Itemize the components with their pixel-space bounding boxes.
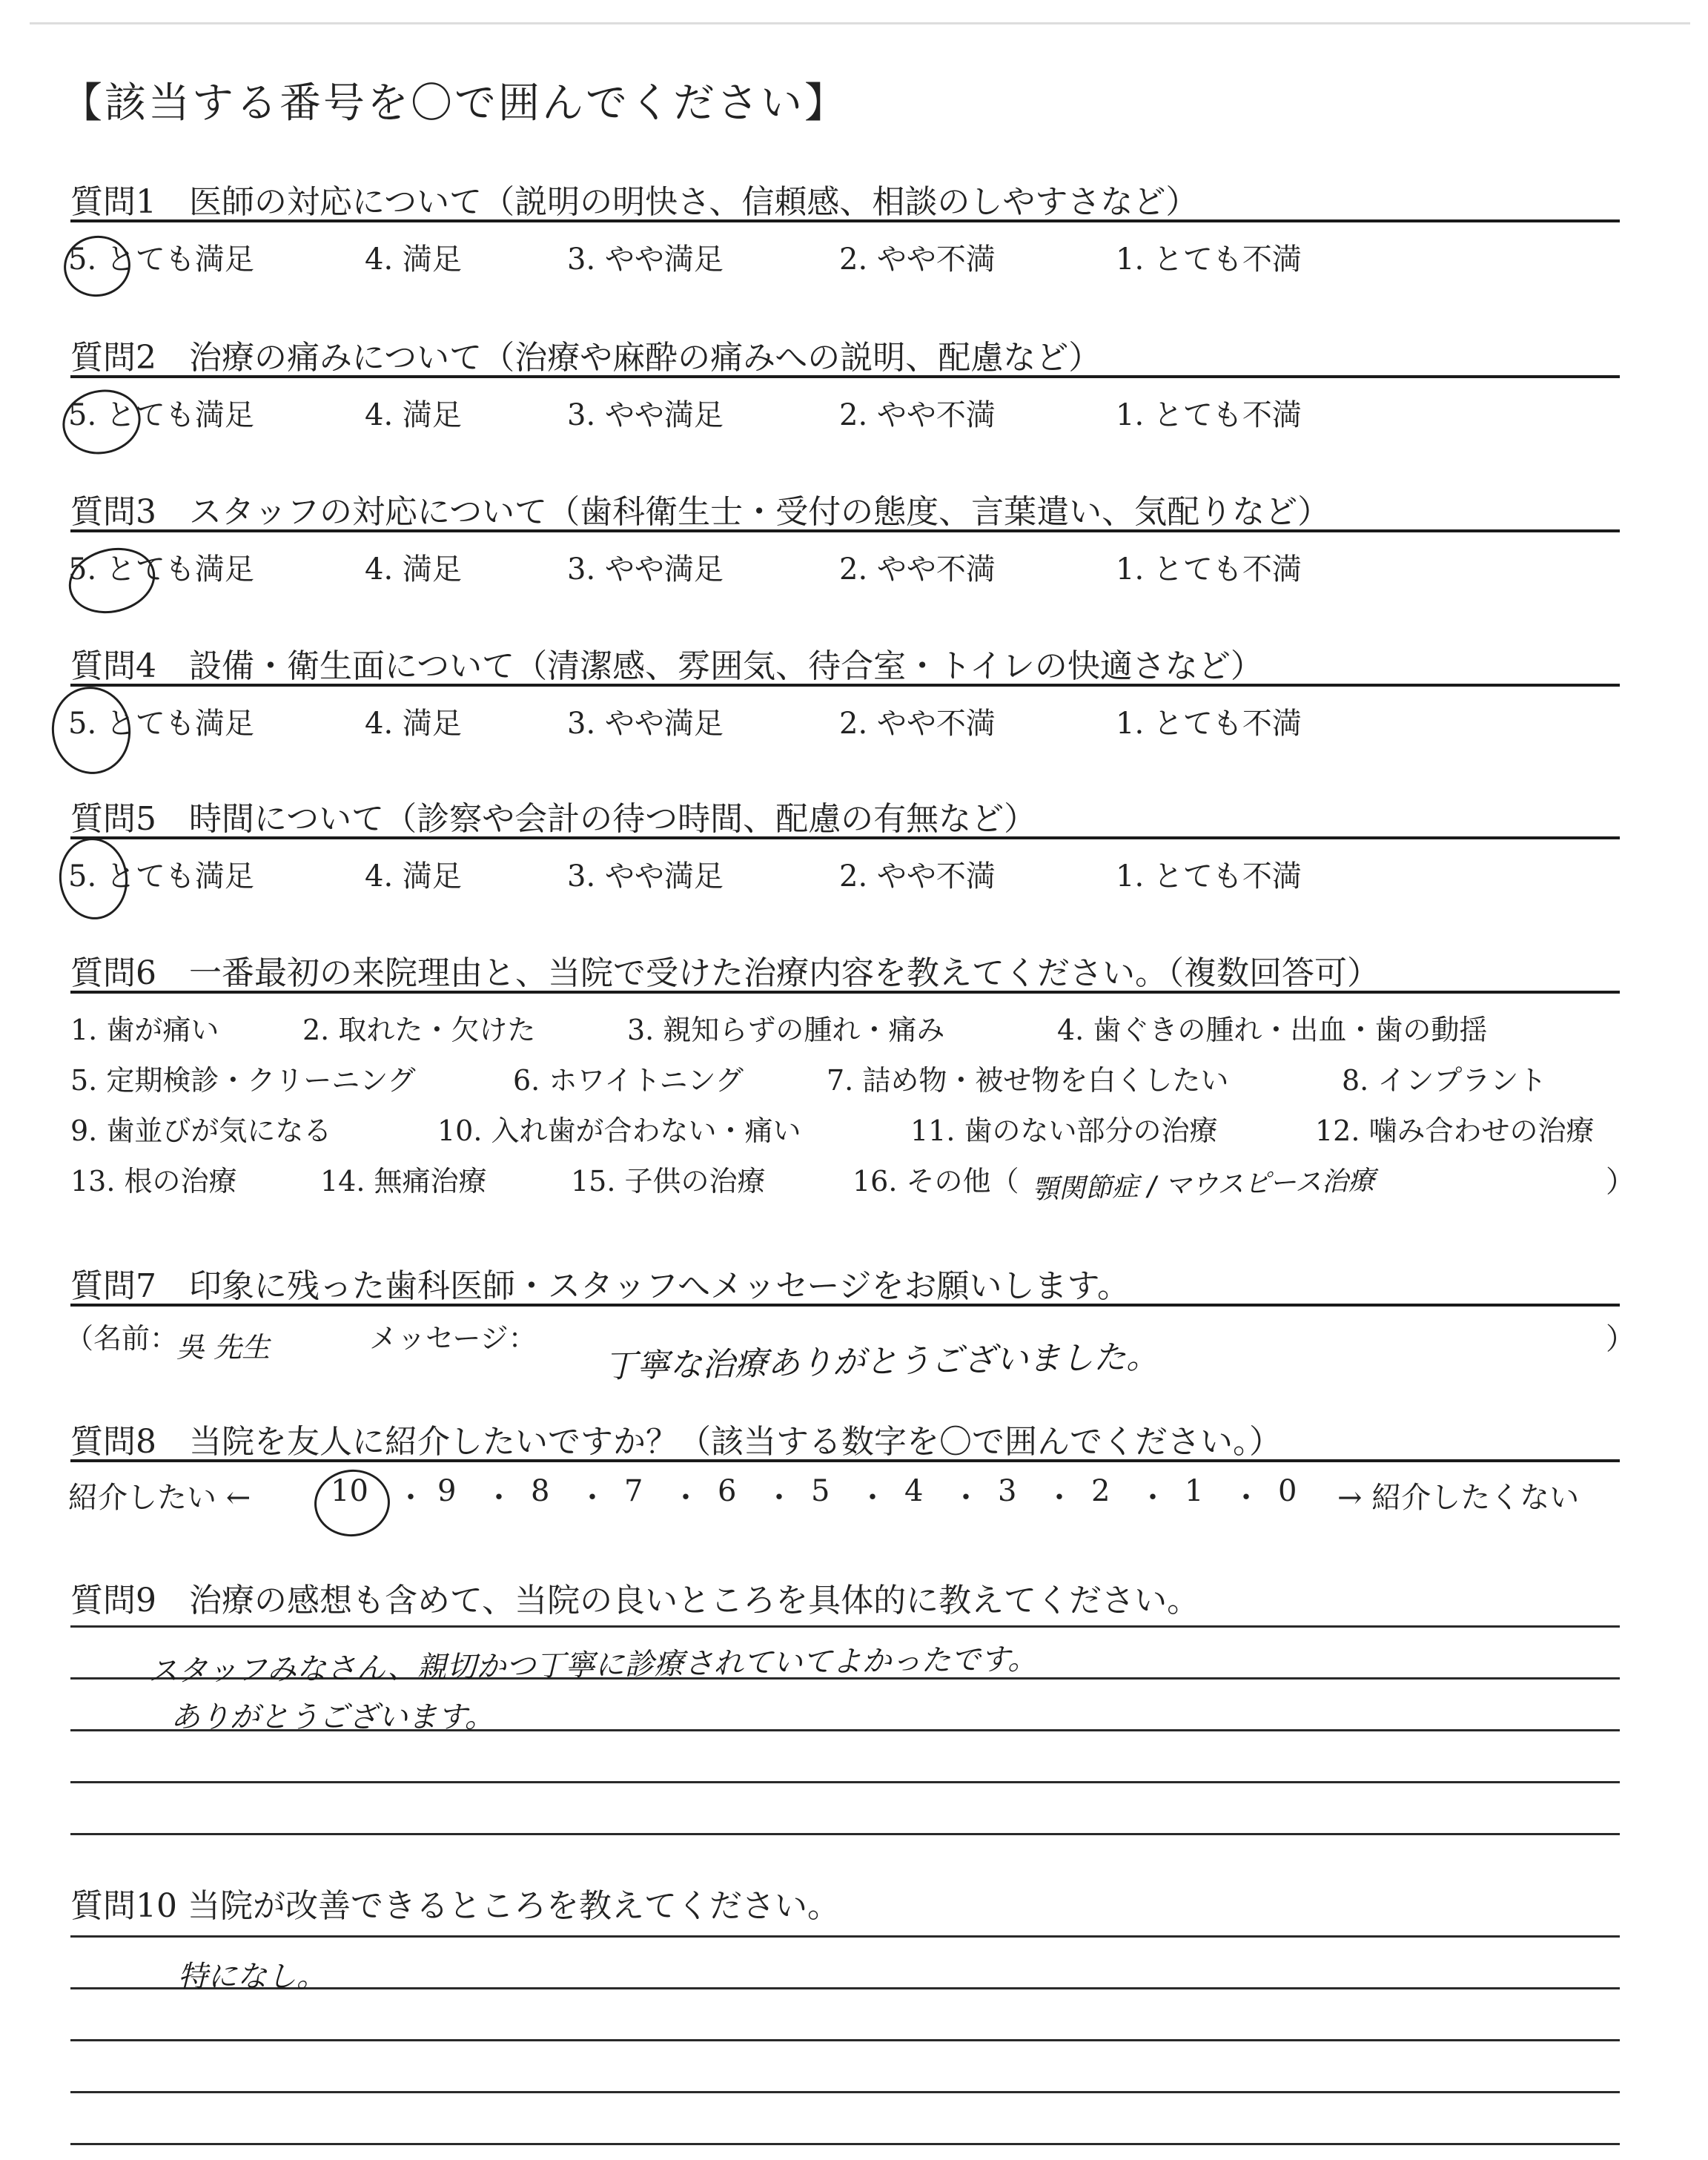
q9-line-5 xyxy=(70,1833,1620,1835)
q7-name-handwritten[interactable]: 吳 先生 xyxy=(176,1331,271,1364)
q8-scale-dot: ・ xyxy=(764,1481,794,1515)
q3-title: 質問3 スタッフの対応について（歯科衛生士・受付の態度、言葉遣い、気配りなど） xyxy=(70,493,1331,531)
q6-item-14[interactable]: 14. 無痛治療 xyxy=(320,1165,487,1198)
q4-option-4[interactable]: 4. 満足 xyxy=(365,707,462,741)
q8-scale-dot: ・ xyxy=(858,1481,887,1515)
q6-close-paren: ） xyxy=(1606,1165,1635,1199)
q3-option-3[interactable]: 3. やや満足 xyxy=(567,552,724,587)
q10-line-3 xyxy=(70,2039,1620,2041)
q6-item-8[interactable]: 8. インプラント xyxy=(1342,1064,1547,1097)
q6-title: 質問6 一番最初の来院理由と、当院で受けた治療内容を教えてください。（複数回答可） xyxy=(70,954,1380,992)
q4-title: 質問4 設備・衛生面について（清潔感、雰囲気、待合室・トイレの快適さなど） xyxy=(70,647,1263,685)
q4-selection-circle xyxy=(46,681,136,779)
q8-scale-2[interactable]: 2 xyxy=(1091,1474,1110,1508)
q8-scale-6[interactable]: 6 xyxy=(718,1474,737,1508)
q6-item-1[interactable]: 1. 歯が痛い xyxy=(70,1014,219,1046)
q10-line-5 xyxy=(70,2143,1620,2145)
q8-title: 質問8 当院を友人に紹介したいですか？（該当する数字を〇で囲んでください。） xyxy=(70,1423,1282,1461)
q4-option-1[interactable]: 1. とても不満 xyxy=(1116,707,1302,741)
q9-title: 質問9 治療の感想も含めて、当院の良いところを具体的に教えてください。 xyxy=(70,1582,1200,1619)
q3-rule xyxy=(70,529,1620,532)
q6-item-4[interactable]: 4. 歯ぐきの腫れ・出血・歯の動揺 xyxy=(1057,1014,1488,1046)
q3-option-5[interactable]: 5. とても満足 xyxy=(68,552,254,587)
q8-scale-dot: ・ xyxy=(1138,1481,1168,1515)
q7-message-handwritten[interactable]: 丁寧な治療ありがとうございました。 xyxy=(603,1338,1159,1386)
q8-scale-dot: ・ xyxy=(1045,1481,1074,1515)
q8-scale-3[interactable]: 3 xyxy=(998,1474,1017,1508)
q6-item-3[interactable]: 3. 親知らずの腫れ・痛み xyxy=(627,1014,945,1046)
q9-handwritten-line-1[interactable]: スタッフみなさん、親切かつ丁寧に診療されていてよかったです。 xyxy=(148,1642,1038,1689)
q6-item-5[interactable]: 5. 定期検診・クリーニング xyxy=(70,1064,416,1097)
q1-option-5[interactable]: 5. とても満足 xyxy=(68,242,254,277)
q1-option-3[interactable]: 3. やや満足 xyxy=(567,242,724,277)
q8-scale-dot: ・ xyxy=(396,1481,426,1515)
q8-scale-7[interactable]: 7 xyxy=(624,1474,643,1508)
q1-title: 質問1 医師の対応について（説明の明快さ、信頼感、相談のしやすさなど） xyxy=(70,183,1199,221)
q6-rule xyxy=(70,991,1620,994)
q7-message-label: メッセージ： xyxy=(369,1322,537,1355)
q6-item-2[interactable]: 2. 取れた・欠けた xyxy=(302,1014,536,1046)
q8-rule xyxy=(70,1459,1620,1462)
q3-option-4[interactable]: 4. 満足 xyxy=(365,552,462,587)
q7-title: 質問7 印象に残った歯科医師・スタッフへメッセージをお願いします。 xyxy=(70,1267,1130,1305)
q8-scale-4[interactable]: 4 xyxy=(904,1474,924,1508)
q8-scale-1[interactable]: 1 xyxy=(1185,1474,1204,1508)
q6-item-16[interactable]: 16. その他（ xyxy=(853,1165,1019,1198)
q10-handwritten-line-1[interactable]: 特になし。 xyxy=(178,1960,326,1994)
q8-scale-dot: ・ xyxy=(951,1481,981,1515)
q1-option-2[interactable]: 2. やや不満 xyxy=(839,242,996,277)
q2-option-5[interactable]: 5. とても満足 xyxy=(68,398,254,432)
q5-selection-circle xyxy=(56,834,132,922)
q2-option-3[interactable]: 3. やや満足 xyxy=(567,398,724,432)
q8-scale-8[interactable]: 8 xyxy=(531,1474,550,1508)
q5-option-3[interactable]: 3. やや満足 xyxy=(567,859,724,894)
q6-item-13[interactable]: 13. 根の治療 xyxy=(70,1165,237,1198)
q10-title: 質問10 当院が改善できるところを教えてください。 xyxy=(70,1887,840,1925)
q6-item-7[interactable]: 7. 詰め物・被せ物を白くしたい xyxy=(827,1064,1229,1097)
q1-option-4[interactable]: 4. 満足 xyxy=(365,242,462,277)
q8-scale-10[interactable]: 10 xyxy=(331,1474,368,1508)
q9-handwritten-line-2[interactable]: ありがとうございます。 xyxy=(171,1700,494,1734)
q10-line-1 xyxy=(70,1935,1620,1938)
q1-rule xyxy=(70,219,1620,222)
q3-option-1[interactable]: 1. とても不満 xyxy=(1116,552,1302,587)
q4-option-2[interactable]: 2. やや不満 xyxy=(839,707,996,741)
q5-option-4[interactable]: 4. 満足 xyxy=(365,859,462,894)
q10-line-4 xyxy=(70,2091,1620,2093)
q8-scale-dot: ・ xyxy=(671,1481,701,1515)
q8-scale-dot: ・ xyxy=(1231,1481,1261,1515)
q9-line-1 xyxy=(70,1625,1620,1628)
q8-scale-dot: ・ xyxy=(577,1481,607,1515)
q4-rule xyxy=(70,684,1620,687)
q6-item-11[interactable]: 11. 歯のない部分の治療 xyxy=(910,1114,1218,1147)
q2-option-1[interactable]: 1. とても不満 xyxy=(1116,398,1302,432)
q8-scale-5[interactable]: 5 xyxy=(811,1474,830,1508)
q5-option-1[interactable]: 1. とても不満 xyxy=(1116,859,1302,894)
q8-scale-9[interactable]: 9 xyxy=(437,1474,457,1508)
q2-title: 質問2 治療の痛みについて（治療や麻酔の痛みへの説明、配慮など） xyxy=(70,339,1102,377)
q1-option-1[interactable]: 1. とても不満 xyxy=(1116,242,1302,277)
q9-line-4 xyxy=(70,1781,1620,1783)
q8-scale-0[interactable]: 0 xyxy=(1278,1474,1297,1508)
q5-option-2[interactable]: 2. やや不満 xyxy=(839,859,996,894)
q6-item-15[interactable]: 15. 子供の治療 xyxy=(571,1165,766,1198)
q5-rule xyxy=(70,836,1620,839)
q6-item-10[interactable]: 10. 入れ歯が合わない・痛い xyxy=(437,1114,801,1147)
q7-name-label: （名前： xyxy=(65,1322,179,1355)
q6-item-9[interactable]: 9. 歯並びが気になる xyxy=(70,1114,332,1147)
q5-title: 質問5 時間について（診察や会計の待つ時間、配慮の有無など） xyxy=(70,800,1037,838)
scan-edge-line xyxy=(30,22,1690,24)
q8-right-label: → 紹介したくない xyxy=(1337,1481,1580,1515)
q7-rule xyxy=(70,1304,1620,1307)
q5-option-5[interactable]: 5. とても満足 xyxy=(68,859,254,894)
q8-scale-dot: ・ xyxy=(484,1481,514,1515)
q8-left-label: 紹介したい ← xyxy=(68,1481,251,1515)
q4-option-3[interactable]: 3. やや満足 xyxy=(567,707,724,741)
q7-close-paren: ） xyxy=(1606,1322,1635,1356)
q2-rule xyxy=(70,375,1620,378)
q4-option-5[interactable]: 5. とても満足 xyxy=(68,707,254,741)
q6-item-6[interactable]: 6. ホワイトニング xyxy=(513,1064,744,1097)
q8-selection-circle xyxy=(311,1466,394,1540)
q2-option-2[interactable]: 2. やや不満 xyxy=(839,398,996,432)
q6-other-handwritten[interactable]: 顎関節症 / マウスピース治療 xyxy=(1031,1165,1376,1206)
q2-option-4[interactable]: 4. 満足 xyxy=(365,398,462,432)
q6-item-12[interactable]: 12. 噛み合わせの治療 xyxy=(1315,1114,1595,1147)
q3-option-2[interactable]: 2. やや不満 xyxy=(839,552,996,587)
form-heading: 【該当する番号を〇で囲んでください】 xyxy=(61,79,848,128)
